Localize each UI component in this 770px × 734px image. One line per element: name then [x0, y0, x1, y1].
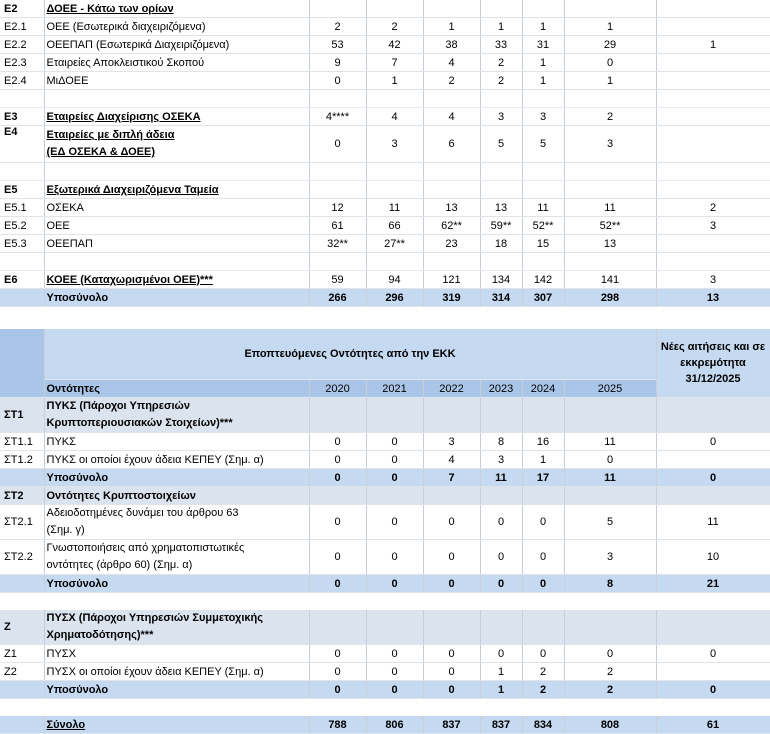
row-code: E2.3: [0, 54, 44, 72]
cell-2024: 5: [522, 126, 564, 163]
row-label: Εταιρείες Αποκλειστικού Σκοπού: [44, 54, 309, 72]
row-label: ΟΕΕ (Εσωτερικά διαχειριζόμενα): [44, 18, 309, 36]
cell-2021: 0: [366, 575, 423, 593]
row-label: ΠΥΣΧ: [44, 645, 309, 663]
cell-2023: 8: [480, 433, 522, 451]
row-code: ΣΤ1: [0, 398, 44, 433]
cell-2021: 42: [366, 36, 423, 54]
row-label: Εταιρείες Διαχείρισης ΟΣΕΚΑ: [44, 108, 309, 126]
row-code: ΣΤ1.2: [0, 451, 44, 469]
cell-2021: 0: [366, 433, 423, 451]
cell-2021: 806: [366, 716, 423, 734]
row-label: Εταιρείες με διπλή άδεια (ΕΔ ΟΣΕΚΑ & ΔΟΕΕ): [44, 126, 309, 163]
cell-2025: 3: [564, 126, 656, 163]
cell-2025: 298: [564, 289, 656, 307]
row-label: ΠΥΚΣ οι οποίοι έχουν άδεια ΚΕΠΕΥ (Σημ. α): [44, 451, 309, 469]
cell-2022: 2: [423, 72, 480, 90]
cell-pending: 13: [656, 289, 770, 307]
table-row: [0, 126, 770, 163]
year-2021: 2021: [366, 380, 423, 398]
cell-2025: 29: [564, 36, 656, 54]
cell-2023: 837: [480, 716, 522, 734]
cell-2024: 0: [522, 505, 564, 540]
cell-2020: 32**: [309, 235, 366, 253]
cell-2024: 0: [522, 540, 564, 575]
cell-pending: [656, 108, 770, 126]
cell-2021: 66: [366, 217, 423, 235]
cell-2023: 1: [480, 663, 522, 681]
cell-2021: 0: [366, 681, 423, 699]
pending-header: Νέες αιτήσεις και σε εκκρεμότητα 31/12/2025: [656, 329, 770, 398]
cell-2022: 0: [423, 645, 480, 663]
cell-2025: 1: [564, 18, 656, 36]
cell-2023: 11: [480, 469, 522, 487]
cell-2022: 0: [423, 575, 480, 593]
cell-2020: 0: [309, 645, 366, 663]
cell-2021: 1: [366, 72, 423, 90]
table-row: [0, 0, 770, 18]
cell-2023: 33: [480, 36, 522, 54]
cell-2025: 2: [564, 681, 656, 699]
cell-2020: 0: [309, 575, 366, 593]
cell-2025: 2: [564, 663, 656, 681]
table-row: [0, 271, 770, 289]
cell-pending: [656, 54, 770, 72]
cell-2024: 834: [522, 716, 564, 734]
cell-2020: 9: [309, 54, 366, 72]
cell-2021: 0: [366, 469, 423, 487]
cell-2025: 808: [564, 716, 656, 734]
cell-2022: 3: [423, 433, 480, 451]
row-label: Υποσύνολο: [44, 469, 309, 487]
section-title: Εποπτευόμενες Οντότητες από την ΕΚΚ: [44, 329, 656, 380]
cell-pending: 3: [656, 271, 770, 289]
cell-2021: 2: [366, 18, 423, 36]
row-label: ΚΟΕΕ (Καταχωρισμένοι ΟΕΕ)***: [44, 271, 309, 289]
cell-2020: 59: [309, 271, 366, 289]
cell-2021: 94: [366, 271, 423, 289]
cell-2024: 307: [522, 289, 564, 307]
row-label: ΟΕΕΠΑΠ (Εσωτερικά Διαχειριζόμενα): [44, 36, 309, 54]
section-row: [0, 487, 770, 505]
cell-2021: 0: [366, 540, 423, 575]
cell-2023: 5: [480, 126, 522, 163]
cell-2022: 121: [423, 271, 480, 289]
cell-pending: [656, 235, 770, 253]
cell-2023: 134: [480, 271, 522, 289]
total-row: [0, 716, 770, 734]
cell-2024: 52**: [522, 217, 564, 235]
cell-2024: 1: [522, 18, 564, 36]
cell-2022: 319: [423, 289, 480, 307]
spacer-row: [0, 90, 770, 108]
cell-2025: 0: [564, 451, 656, 469]
cell-2020: 0: [309, 663, 366, 681]
row-label: ΠΥΣΧ (Πάροχοι Υπηρεσιών Συμμετοχικής Χρηματοδότησης)***: [44, 610, 309, 645]
cell-2025: 13: [564, 235, 656, 253]
year-header-row: [0, 380, 770, 398]
table-row: [0, 451, 770, 469]
row-label: Αδειοδοτημένες δυνάμει του άρθρου 63 (Σημ. γ): [44, 505, 309, 540]
row-label: ΟΕΕΠΑΠ: [44, 235, 309, 253]
cell-2020: 0: [309, 72, 366, 90]
cell-2024: 16: [522, 433, 564, 451]
table-row: [0, 199, 770, 217]
cell-pending: 0: [656, 469, 770, 487]
table-row: [0, 645, 770, 663]
cell-pending: 1: [656, 36, 770, 54]
spacer-row: [0, 593, 770, 611]
cell-2022: 4: [423, 451, 480, 469]
cell-pending: [656, 663, 770, 681]
cell-2020: 61: [309, 217, 366, 235]
row-code: E2: [0, 0, 44, 18]
row-code: E5.3: [0, 235, 44, 253]
cell-2022: 837: [423, 716, 480, 734]
cell-2020: 0: [309, 126, 366, 163]
table-row: [0, 36, 770, 54]
subtotal-row: [0, 289, 770, 307]
row-code: E3: [0, 108, 44, 126]
cell-2025: 5: [564, 505, 656, 540]
spacer-row: [0, 699, 770, 717]
year-2024: 2024: [522, 380, 564, 398]
entities-label: Οντότητες: [44, 380, 309, 398]
cell-2023: 3: [480, 451, 522, 469]
cell-pending: [656, 18, 770, 36]
cell-pending: 11: [656, 505, 770, 540]
cell-2021: 4: [366, 108, 423, 126]
cell-2021: 7: [366, 54, 423, 72]
cell-2024: 0: [522, 575, 564, 593]
cell-2025: 0: [564, 645, 656, 663]
cell-2024: 1: [522, 54, 564, 72]
row-label: ΟΕΕ: [44, 217, 309, 235]
row-code: Z2: [0, 663, 44, 681]
row-label: Υποσύνολο: [44, 681, 309, 699]
cell-2021: 3: [366, 126, 423, 163]
cell-2024: 2: [522, 663, 564, 681]
row-label: Υποσύνολο: [44, 575, 309, 593]
table-row: [0, 217, 770, 235]
row-code: E2.2: [0, 36, 44, 54]
cell-2021: 27**: [366, 235, 423, 253]
cell-2020: 0: [309, 505, 366, 540]
row-label: Εξωτερικά Διαχειριζόμενα Ταμεία: [44, 181, 309, 199]
spacer-row: [0, 253, 770, 271]
cell-2025: 11: [564, 199, 656, 217]
section-row: [0, 398, 770, 433]
row-label: ΠΥΣΧ οι οποίοι έχουν άδεια ΚΕΠΕΥ (Σημ. α): [44, 663, 309, 681]
row-code: E5.1: [0, 199, 44, 217]
row-label: Οντότητες Κρυπτοστοιχείων: [44, 487, 309, 505]
cell-2023: 18: [480, 235, 522, 253]
table-row: [0, 505, 770, 540]
cell-pending: 0: [656, 433, 770, 451]
cell-2020: 53: [309, 36, 366, 54]
cell-2021: 0: [366, 645, 423, 663]
row-code: E5: [0, 181, 44, 199]
cell-2023: 0: [480, 645, 522, 663]
cell-2024: 31: [522, 36, 564, 54]
cell-2023: 0: [480, 575, 522, 593]
cell-pending: 0: [656, 681, 770, 699]
cell-2025: 11: [564, 469, 656, 487]
cell-2022: 0: [423, 663, 480, 681]
cell-2022: 0: [423, 681, 480, 699]
cell-2024: 0: [522, 645, 564, 663]
cell-2022: 38: [423, 36, 480, 54]
cell-2024: 142: [522, 271, 564, 289]
row-code: Z1: [0, 645, 44, 663]
cell-2024: 17: [522, 469, 564, 487]
cell-2023: 0: [480, 505, 522, 540]
subtotal-row: [0, 681, 770, 699]
cell-2022: 13: [423, 199, 480, 217]
cell-2024: 11: [522, 199, 564, 217]
row-label: Υποσύνολο: [44, 289, 309, 307]
row-code: ΣΤ2: [0, 487, 44, 505]
row-label: ΜιΔΟΕΕ: [44, 72, 309, 90]
row-code: E4: [0, 126, 44, 163]
row-label: Σύνολο: [44, 716, 309, 734]
cell-2020: 4****: [309, 108, 366, 126]
table-row: [0, 72, 770, 90]
subtotal-row: [0, 469, 770, 487]
spacer-row: [0, 307, 770, 330]
cell-2024: 1: [522, 72, 564, 90]
year-2023: 2023: [480, 380, 522, 398]
cell-2022: 6: [423, 126, 480, 163]
cell-pending: [656, 126, 770, 163]
cell-2023: 0: [480, 540, 522, 575]
cell-2023: 1: [480, 681, 522, 699]
cell-pending: 3: [656, 217, 770, 235]
cell-2020: 2: [309, 18, 366, 36]
cell-pending: [656, 451, 770, 469]
row-code: ΣΤ2.1: [0, 505, 44, 540]
cell-2025: 141: [564, 271, 656, 289]
table-row: [0, 663, 770, 681]
cell-2024: 2: [522, 681, 564, 699]
cell-2020: 266: [309, 289, 366, 307]
section-header-row: [0, 329, 770, 380]
cell-2020: 0: [309, 540, 366, 575]
cell-pending: 2: [656, 199, 770, 217]
cell-2023: 2: [480, 54, 522, 72]
row-label: ΠΥΚΣ (Πάροχοι Υπηρεσιών Κρυπτοπεριουσιακών Στοιχείων)***: [44, 398, 309, 433]
row-label: Γνωστοποιήσεις από χρηματοπιστωτικές οντότητες (άρθρο 60) (Σημ. α): [44, 540, 309, 575]
cell-2023: 13: [480, 199, 522, 217]
cell-2020: 0: [309, 469, 366, 487]
cell-pending: [656, 72, 770, 90]
year-2022: 2022: [423, 380, 480, 398]
table-row: [0, 18, 770, 36]
year-2020: 2020: [309, 380, 366, 398]
cell-2025: 11: [564, 433, 656, 451]
row-label: ΟΣΕΚΑ: [44, 199, 309, 217]
cell-2020: 0: [309, 451, 366, 469]
cell-2023: 1: [480, 18, 522, 36]
cell-2022: 4: [423, 54, 480, 72]
row-code: Z: [0, 610, 44, 645]
cell-2021: 0: [366, 451, 423, 469]
cell-2024: 1: [522, 451, 564, 469]
cell-2025: 8: [564, 575, 656, 593]
cell-2024: 15: [522, 235, 564, 253]
row-code: E2.1: [0, 18, 44, 36]
cell-2020: 0: [309, 433, 366, 451]
cell-2022: 23: [423, 235, 480, 253]
cell-2021: 0: [366, 505, 423, 540]
cell-2020: 788: [309, 716, 366, 734]
year-2025: 2025: [564, 380, 656, 398]
cell-2022: 62**: [423, 217, 480, 235]
cell-2023: 59**: [480, 217, 522, 235]
cell-2025: 52**: [564, 217, 656, 235]
cell-2022: 1: [423, 18, 480, 36]
table-row: [0, 433, 770, 451]
cell-2020: 0: [309, 681, 366, 699]
spacer-row: [0, 163, 770, 181]
row-code: ΣΤ2.2: [0, 540, 44, 575]
cell-2023: 3: [480, 108, 522, 126]
cell-pending: 0: [656, 645, 770, 663]
cell-2023: 2: [480, 72, 522, 90]
table-row: [0, 181, 770, 199]
cell-pending: 61: [656, 716, 770, 734]
row-label: ΔΟΕΕ - Κάτω των ορίων: [44, 0, 309, 18]
cell-2022: 0: [423, 505, 480, 540]
cell-2025: 3: [564, 540, 656, 575]
row-code: E6: [0, 271, 44, 289]
section-row: [0, 610, 770, 645]
cell-2024: 3: [522, 108, 564, 126]
cell-2022: 4: [423, 108, 480, 126]
cell-2025: 0: [564, 54, 656, 72]
cell-2022: 0: [423, 540, 480, 575]
cell-2025: 1: [564, 72, 656, 90]
row-code: ΣΤ1.1: [0, 433, 44, 451]
table-row: [0, 54, 770, 72]
cell-2023: 314: [480, 289, 522, 307]
table-row: [0, 108, 770, 126]
row-code: E2.4: [0, 72, 44, 90]
cell-2025: 2: [564, 108, 656, 126]
cell-2020: 12: [309, 199, 366, 217]
cell-pending: 10: [656, 540, 770, 575]
cell-2021: 296: [366, 289, 423, 307]
cell-2021: 0: [366, 663, 423, 681]
row-label: ΠΥΚΣ: [44, 433, 309, 451]
cell-pending: 21: [656, 575, 770, 593]
cell-2021: 11: [366, 199, 423, 217]
cell-2022: 7: [423, 469, 480, 487]
row-code: E5.2: [0, 217, 44, 235]
table-row: [0, 540, 770, 575]
subtotal-row: [0, 575, 770, 593]
table-row: [0, 235, 770, 253]
